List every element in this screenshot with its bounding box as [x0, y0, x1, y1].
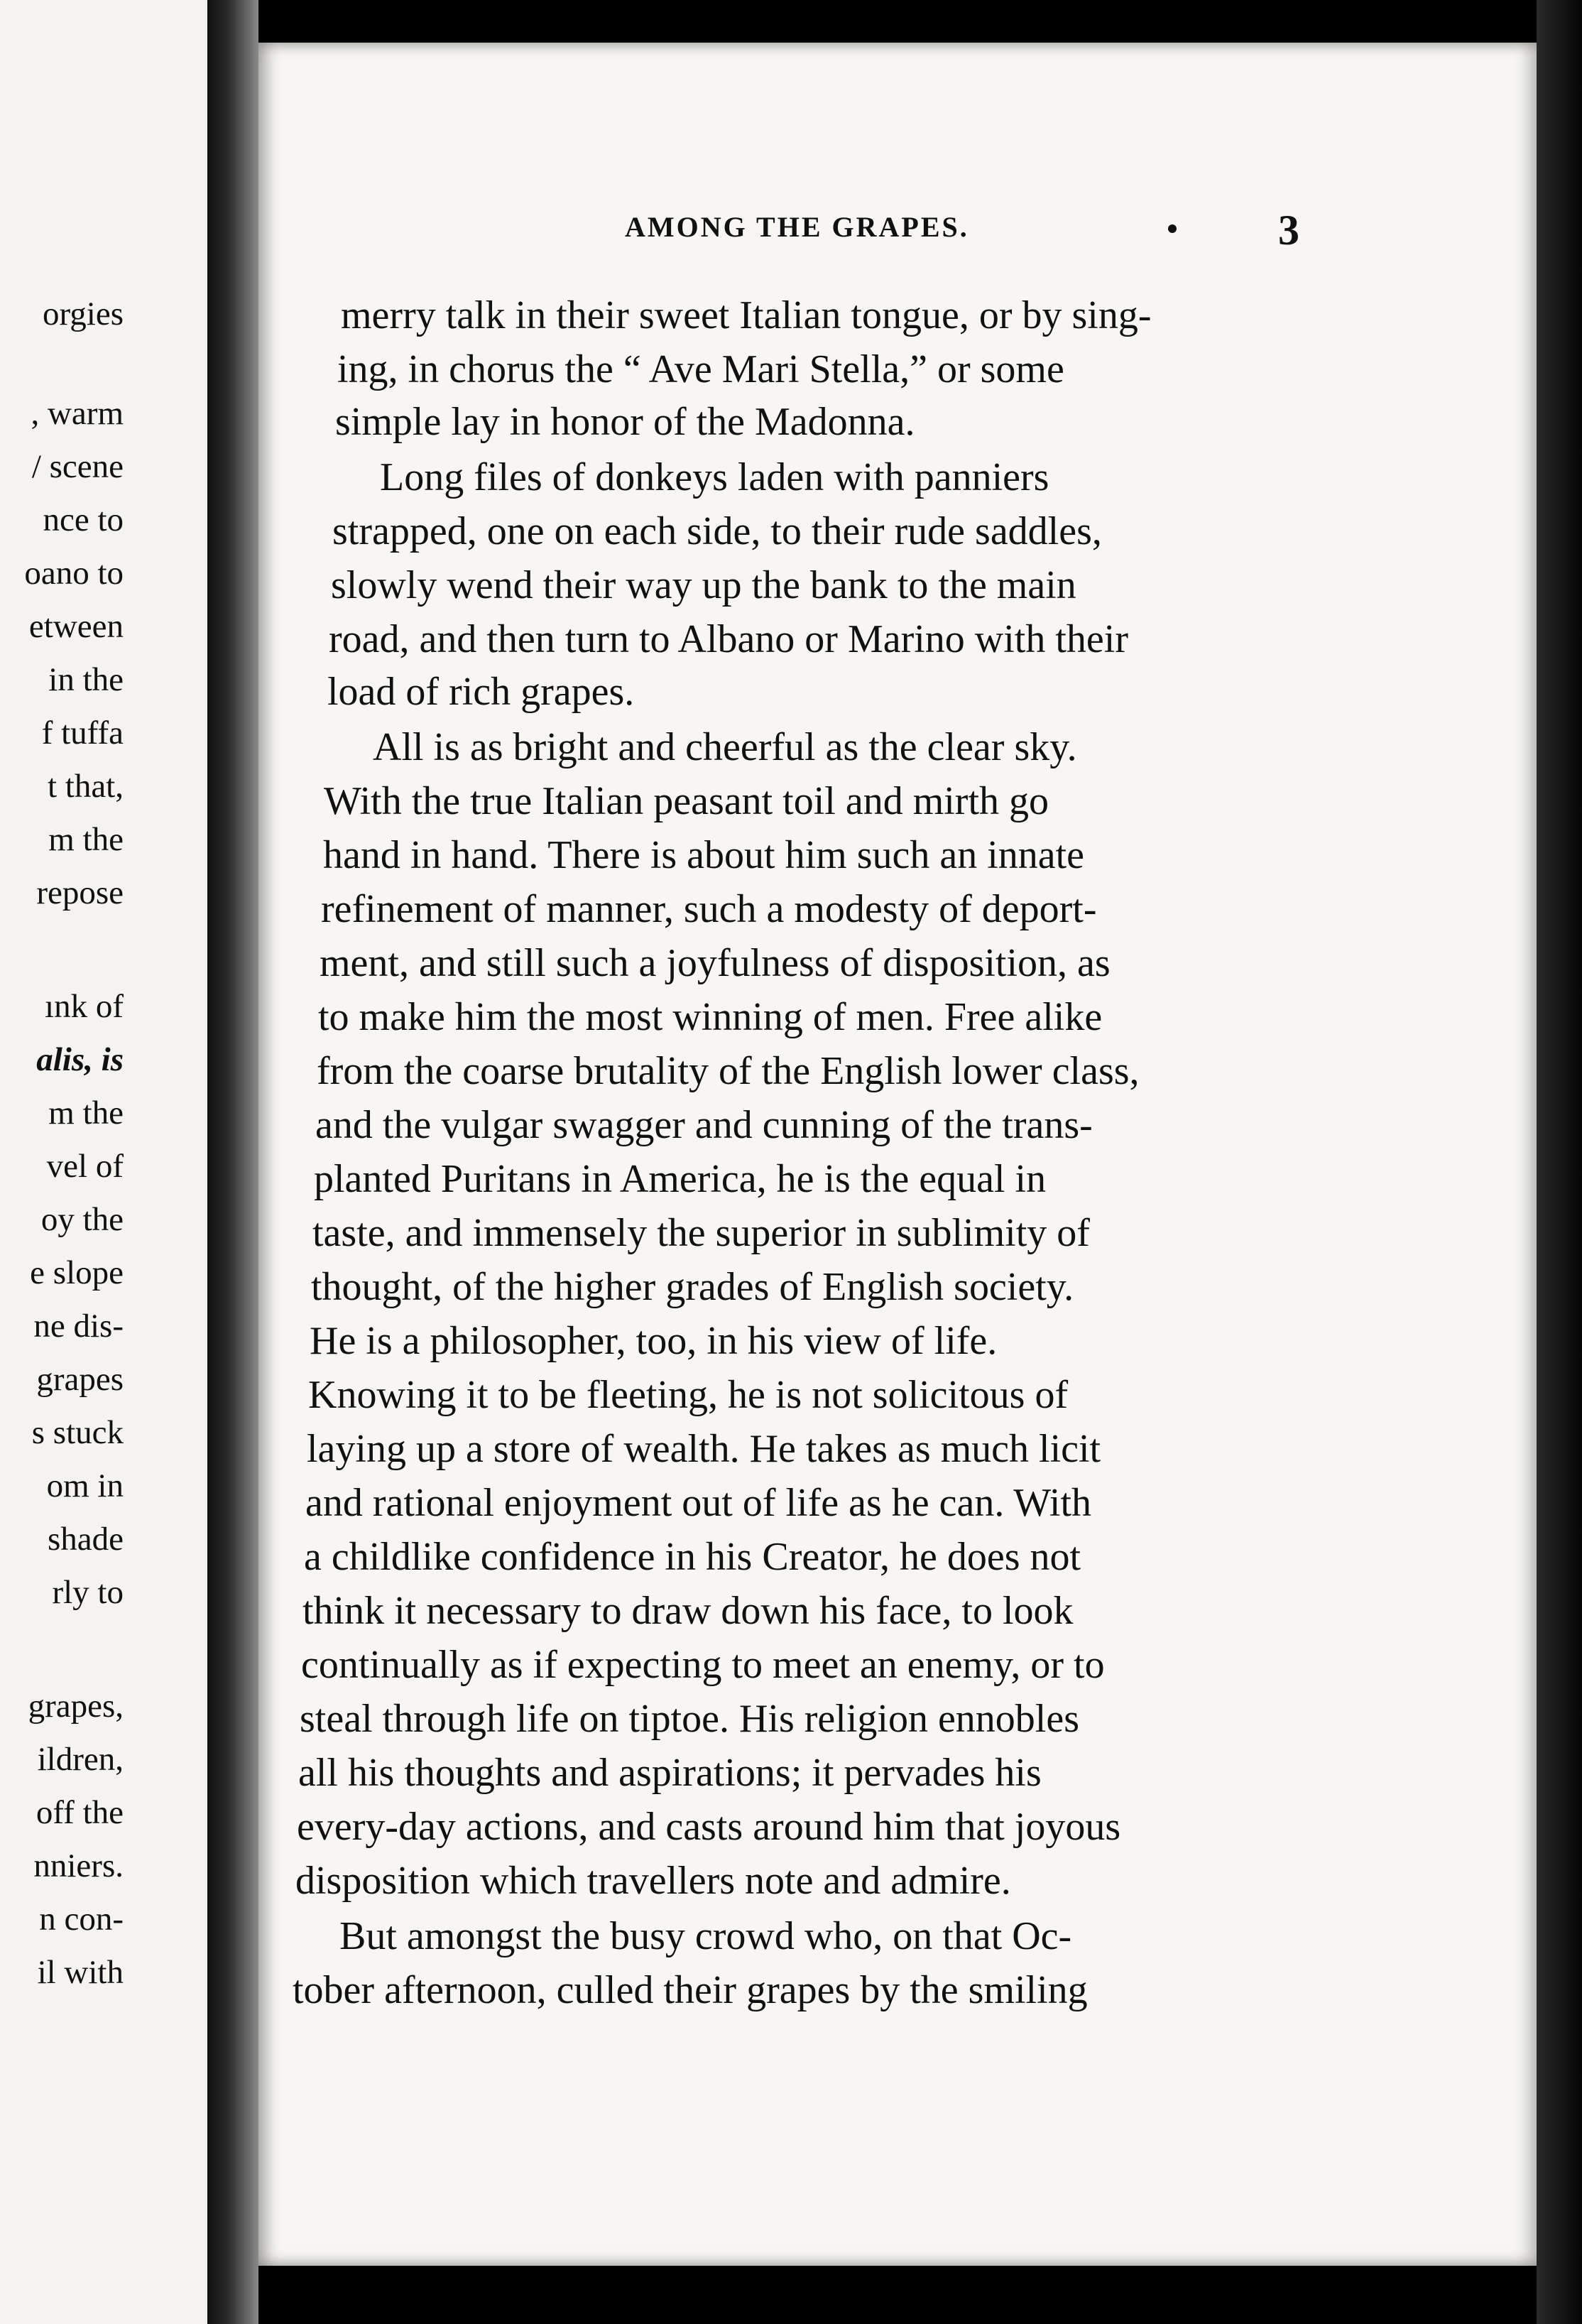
left-page-line: ınk of	[45, 988, 124, 1025]
text-line: from the coarse brutality of the English lower class,	[317, 1049, 1140, 1093]
running-head: AMONG THE GRAPES.	[625, 211, 969, 243]
left-page-line: nniers.	[33, 1847, 124, 1884]
left-page-line: om in	[46, 1467, 124, 1504]
text-line: road, and then turn to Albano or Marino with their	[329, 617, 1128, 661]
left-page-line: e slope	[30, 1254, 124, 1291]
text-line: ment, and still such a joyfulness of disposition, as	[320, 941, 1111, 985]
text-line: every-day actions, and casts around him that joyous	[297, 1805, 1121, 1849]
text-line: slowly wend their way up the bank to the main	[331, 563, 1076, 607]
text-line: ing, in chorus the “ Ave Mari Stella,” or some	[337, 347, 1064, 391]
left-page-line: s stuck	[31, 1414, 124, 1451]
left-page-line: repose	[36, 874, 124, 911]
text-line: laying up a store of wealth. He takes as much licit	[307, 1427, 1101, 1471]
text-line: and rational enjoyment out of life as he can. With	[305, 1481, 1092, 1525]
text-line: Long files of donkeys laden with panniers	[380, 455, 1049, 499]
left-page-line: shade	[47, 1521, 124, 1558]
text-line: planted Puritans in America, he is the equal in	[314, 1157, 1047, 1201]
text-line: simple lay in honor of the Madonna.	[335, 400, 915, 444]
text-line: think it necessary to draw down his face, to look	[302, 1589, 1074, 1633]
text-line: All is as bright and cheerful as the clear sky.	[373, 725, 1077, 769]
text-line: all his thoughts and aspirations; it pervades his	[298, 1751, 1042, 1795]
left-page-line: alis, is	[36, 1041, 124, 1078]
left-page-line: m the	[48, 1095, 124, 1131]
left-page-line: n con-	[39, 1901, 124, 1938]
text-line: taste, and immensely the superior in sublimity of	[312, 1211, 1090, 1255]
left-page-line: grapes	[36, 1361, 124, 1398]
text-line: steal through life on tiptoe. His religion ennobles	[300, 1697, 1080, 1741]
left-page-line: ildren,	[37, 1741, 124, 1778]
text-line: He is a philosopher, too, in his view of life.	[310, 1319, 998, 1363]
text-line: and the vulgar swagger and cunning of the trans-	[315, 1103, 1093, 1147]
text-line: to make him the most winning of men. Free alike	[318, 995, 1103, 1039]
left-page-line: ne dis-	[33, 1308, 124, 1345]
left-page-line: m the	[48, 821, 124, 858]
text-line: tober afternoon, culled their grapes by the smiling	[293, 1968, 1088, 2012]
left-page-line: t that,	[47, 768, 124, 805]
text-line: thought, of the higher grades of English society.	[311, 1265, 1074, 1309]
text-line: refinement of manner, such a modesty of deport-	[321, 887, 1097, 931]
left-page-line: rly to	[52, 1574, 124, 1611]
text-line: a childlike confidence in his Creator, he does not	[304, 1535, 1081, 1579]
text-line: load of rich grapes.	[327, 670, 635, 714]
text-line: strapped, one on each side, to their rude saddles,	[332, 509, 1102, 553]
left-page-line: orgies	[42, 295, 124, 332]
text-line: disposition which travellers note and admire.	[295, 1859, 1011, 1903]
left-page-line: vel of	[46, 1148, 124, 1185]
left-page-line: grapes,	[28, 1688, 124, 1725]
left-page-line: etween	[28, 608, 124, 645]
left-page-line: f tuffa	[41, 715, 124, 751]
text-line: continually as if expecting to meet an enemy, or to	[301, 1643, 1105, 1687]
text-line: But amongst the busy crowd who, on that Oc-	[339, 1914, 1072, 1958]
page-number: 3	[1278, 207, 1299, 254]
left-page-line: off the	[36, 1794, 124, 1831]
text-line: With the true Italian peasant toil and mirth go	[324, 779, 1049, 823]
left-page-line: nce to	[43, 501, 124, 538]
left-page-line: il with	[37, 1954, 124, 1991]
left-page-line: oy the	[40, 1201, 124, 1238]
text-line: hand in hand. There is about him such an innate	[323, 833, 1085, 877]
left-page-line: oano to	[24, 555, 124, 592]
left-page-line: , warm	[31, 395, 124, 432]
text-line: merry talk in their sweet Italian tongue, or by sing-	[341, 293, 1152, 337]
text-line: Knowing it to be fleeting, he is not solicitous of	[308, 1373, 1069, 1417]
left-page-line: in the	[48, 661, 124, 698]
left-page-line: / scene	[31, 448, 124, 485]
